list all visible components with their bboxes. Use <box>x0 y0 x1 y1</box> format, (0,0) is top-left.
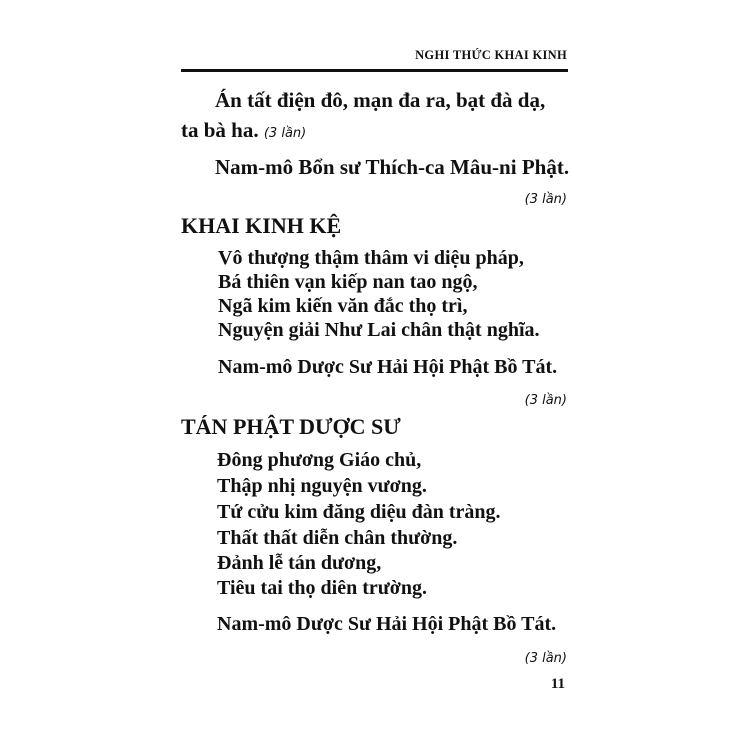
verse-line: Ngã kim kiến văn đắc thọ trì, <box>218 295 468 317</box>
mantra-line-2-text: ta bà ha. <box>181 118 259 142</box>
mantra-line-1: Án tất điện đô, mạn đa ra, bạt đà dạ, <box>215 88 546 112</box>
verse-line: Bá thiên vạn kiếp nan tao ngộ, <box>218 271 478 293</box>
repeat-note: (3 lần) <box>524 192 567 207</box>
header-rule <box>181 69 568 72</box>
verse-line: Thất thất diễn chân thường. <box>217 527 458 549</box>
verse-line: Tứ cửu kim đăng diệu đàn tràng. <box>217 501 501 523</box>
section-title: TÁN PHẬT DƯỢC SƯ <box>181 414 401 439</box>
repeat-note: (3 lần) <box>524 651 567 666</box>
section-title: KHAI KINH KỆ <box>181 213 342 238</box>
homage-line: Nam-mô Dược Sư Hải Hội Phật Bồ Tát. <box>218 356 558 378</box>
verse-line: Vô thượng thậm thâm vi diệu pháp, <box>218 247 524 269</box>
verse-line: Tiêu tai thọ diên trường. <box>217 577 427 599</box>
repeat-note: (3 lần) <box>524 393 567 408</box>
verse-line: Đảnh lễ tán dương, <box>217 552 382 574</box>
running-header: NGHI THỨC KHAI KINH <box>415 48 567 62</box>
homage-line: Nam-mô Dược Sư Hải Hội Phật Bồ Tát. <box>217 613 557 635</box>
page-number: 11 <box>550 676 565 692</box>
verse-line: Nguyện giải Như Lai chân thật nghĩa. <box>218 319 540 341</box>
repeat-note: (3 lần) <box>263 126 307 141</box>
verse-line: Thập nhị nguyện vương. <box>217 475 427 497</box>
mantra-line-2 <box>181 118 306 146</box>
verse-line: Đông phương Giáo chủ, <box>217 449 422 471</box>
homage-line: Nam-mô Bổn sư Thích-ca Mâu-ni Phật. <box>215 155 570 179</box>
